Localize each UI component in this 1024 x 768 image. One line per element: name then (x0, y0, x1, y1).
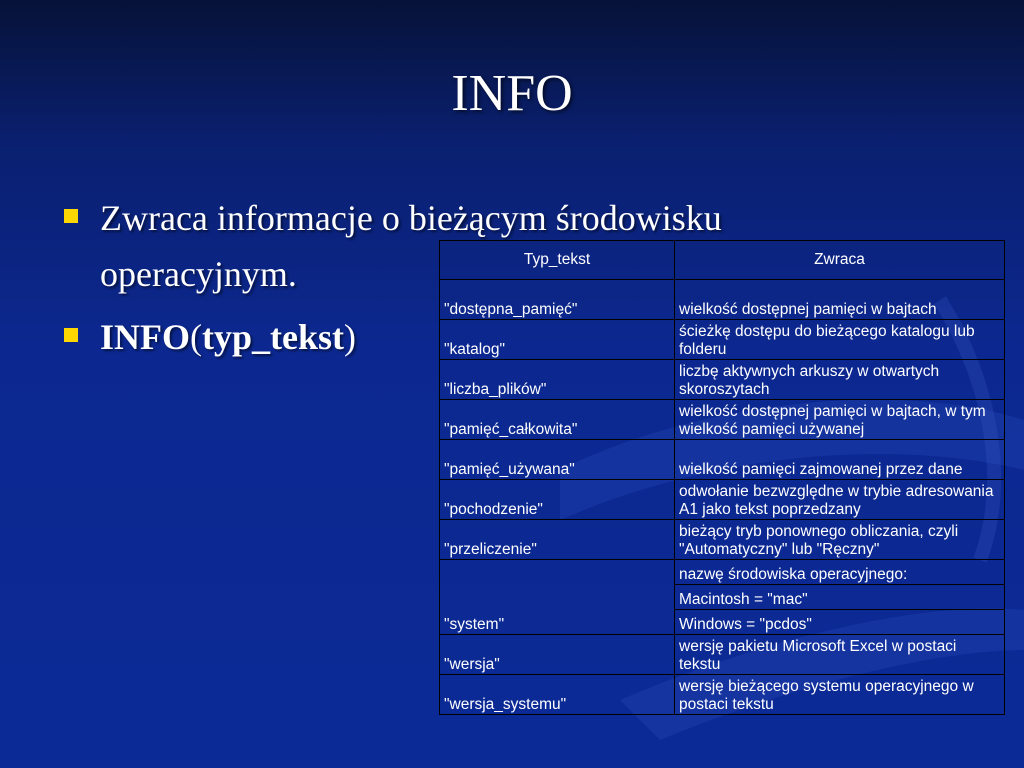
bullet-square-icon (64, 328, 78, 342)
row-value: ścieżkę dostępu do bieżącego katalogu lub folderu (675, 320, 1005, 360)
row-value: wielkość pamięci zajmowanej przez dane (675, 440, 1005, 480)
row-value: Windows = "pcdos" (675, 610, 1005, 635)
row-value: bieżący tryb ponownego obliczania, czyli "Automatyczny" lub "Ręczny" (675, 520, 1005, 560)
row-key: "wersja" (440, 635, 675, 675)
header-typ-tekst: Typ_tekst (440, 241, 675, 280)
table-row (440, 560, 1005, 585)
row-key: "przeliczenie" (440, 520, 675, 560)
row-key: "wersja_systemu" (440, 675, 675, 715)
header-zwraca: Zwraca (675, 241, 1005, 280)
table-row (440, 520, 1005, 560)
row-value: liczbę aktywnych arkuszy w otwartych skoroszytach (675, 360, 1005, 400)
bullet-text: Zwraca informacje o bieżącym środowisku operacyjnym. (100, 198, 722, 294)
info-table (439, 240, 1005, 715)
row-value: nazwę środowiska operacyjnego: (675, 560, 1005, 585)
function-name: INFO (100, 317, 190, 357)
table-row (440, 440, 1005, 480)
row-value: odwołanie bezwzględne w trybie adresowania A1 jako tekst poprzedzany (675, 480, 1005, 520)
row-value: wielkość dostępnej pamięci w bajtach, w tym wielkość pamięci używanej (675, 400, 1005, 440)
row-key: "dostępna_pamięć" (440, 280, 675, 320)
row-key: "pochodzenie" (440, 480, 675, 520)
row-key: "liczba_plików" (440, 360, 675, 400)
row-value: wersję pakietu Microsoft Excel w postaci tekstu (675, 635, 1005, 675)
table-row (440, 480, 1005, 520)
function-arg: typ_tekst (202, 317, 344, 357)
row-key: "system" (440, 560, 675, 635)
table-row (440, 360, 1005, 400)
row-key: "pamięć_całkowita" (440, 400, 675, 440)
table-row (440, 320, 1005, 360)
row-key: "pamięć_używana" (440, 440, 675, 480)
row-value: wersję bieżącego systemu operacyjnego w postaci tekstu (675, 675, 1005, 715)
close-paren: ) (344, 317, 356, 357)
table-row (440, 635, 1005, 675)
row-key: "katalog" (440, 320, 675, 360)
bullet-square-icon (64, 209, 78, 223)
slide-title: INFO (451, 65, 573, 122)
row-value: Macintosh = "mac" (675, 585, 1005, 610)
row-value: wielkość dostępnej pamięci w bajtach (675, 280, 1005, 320)
table-row (440, 675, 1005, 715)
open-paren: ( (190, 317, 202, 357)
table-row (440, 400, 1005, 440)
table-row (440, 280, 1005, 320)
